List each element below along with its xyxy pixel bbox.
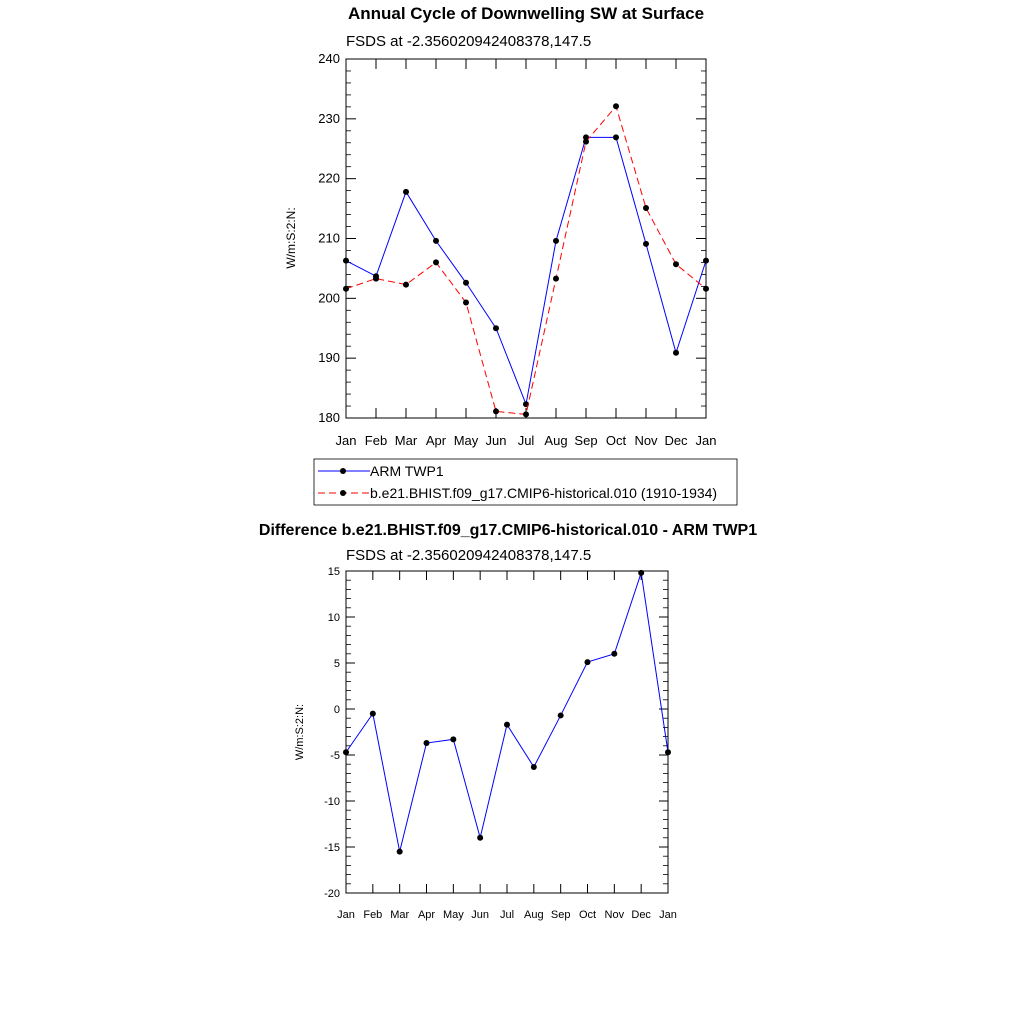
series-line-0 bbox=[346, 573, 668, 852]
x-tick-label: Dec bbox=[631, 909, 651, 921]
data-point bbox=[703, 258, 709, 264]
x-tick-label: Jan bbox=[659, 909, 677, 921]
y-tick-label: -10 bbox=[324, 796, 340, 808]
y-tick-label: -5 bbox=[330, 750, 340, 762]
x-tick-label: Mar bbox=[390, 909, 410, 921]
data-point bbox=[523, 411, 529, 417]
data-point bbox=[477, 835, 483, 841]
x-tick-label: Oct bbox=[605, 433, 627, 448]
data-point bbox=[397, 849, 403, 855]
data-point bbox=[613, 134, 619, 140]
data-point bbox=[638, 570, 644, 576]
legend-label-model: b.e21.BHIST.f09_g17.CMIP6-historical.010 (1910-1934) bbox=[370, 485, 718, 501]
chart1-ylabel: W/m:S:2:N: bbox=[284, 207, 298, 269]
data-point bbox=[673, 261, 679, 267]
y-tick-label: -20 bbox=[324, 888, 340, 900]
y-tick-label: 15 bbox=[327, 566, 340, 578]
x-tick-label: Apr bbox=[425, 433, 447, 448]
x-tick-label: Apr bbox=[417, 909, 436, 921]
chart1-plot-frame bbox=[346, 59, 706, 418]
data-point bbox=[643, 205, 649, 211]
difference-chart bbox=[259, 522, 757, 921]
y-tick-label: 0 bbox=[333, 704, 340, 716]
y-tick-label: 5 bbox=[333, 658, 340, 670]
x-tick-label: Sep bbox=[550, 909, 571, 921]
x-tick-label: Jun bbox=[485, 433, 507, 448]
chart1-y-tick-labels bbox=[318, 51, 340, 425]
x-tick-label: Sep bbox=[574, 433, 598, 448]
chart2-ticks bbox=[346, 571, 668, 893]
legend-marker-model bbox=[340, 490, 346, 496]
chart1-subtitle: FSDS at -2.356020942408378,147.5 bbox=[346, 33, 592, 50]
data-point bbox=[463, 280, 469, 286]
data-point bbox=[403, 189, 409, 195]
chart1-series bbox=[343, 103, 709, 417]
data-point bbox=[450, 736, 456, 742]
y-tick-label: 220 bbox=[318, 170, 340, 186]
data-point bbox=[433, 238, 439, 244]
data-point bbox=[553, 276, 559, 282]
x-tick-label: Feb bbox=[364, 433, 388, 448]
data-point bbox=[403, 282, 409, 288]
data-point bbox=[583, 139, 589, 145]
chart1-ticks bbox=[346, 59, 706, 418]
y-tick-label: 200 bbox=[318, 290, 340, 306]
data-point bbox=[493, 325, 499, 331]
x-tick-label: Jan bbox=[335, 433, 357, 448]
chart1-title: Annual Cycle of Downwelling SW at Surface bbox=[347, 4, 705, 23]
chart2-plot-frame bbox=[346, 571, 668, 893]
legend-label-arm: ARM TWP1 bbox=[370, 463, 444, 479]
data-point bbox=[531, 764, 537, 770]
chart2-y-tick-labels bbox=[324, 566, 340, 900]
x-tick-label: Dec bbox=[664, 433, 688, 448]
data-point bbox=[558, 712, 564, 718]
data-point bbox=[673, 350, 679, 356]
chart2-title: Difference b.e21.BHIST.f09_g17.CMIP6-historical.010 - ARM TWP1 bbox=[258, 522, 758, 539]
chart2-subtitle: FSDS at -2.356020942408378,147.5 bbox=[346, 547, 592, 564]
annual-cycle-chart bbox=[284, 4, 737, 505]
x-tick-label: Jun bbox=[471, 909, 490, 921]
series-line-1 bbox=[346, 106, 706, 414]
legend-marker-arm bbox=[340, 468, 346, 474]
data-point bbox=[424, 740, 430, 746]
data-point bbox=[343, 286, 349, 292]
x-tick-label: Jul bbox=[517, 433, 535, 448]
chart2-series bbox=[343, 570, 671, 855]
x-tick-label: Mar bbox=[394, 433, 418, 448]
x-tick-label: Aug bbox=[544, 433, 568, 448]
series-line-0 bbox=[346, 137, 706, 404]
data-point bbox=[504, 722, 510, 728]
data-point bbox=[665, 749, 671, 755]
data-point bbox=[553, 238, 559, 244]
chart1-legend bbox=[314, 459, 737, 505]
y-tick-label: -15 bbox=[324, 842, 340, 854]
x-tick-label: Feb bbox=[363, 909, 383, 921]
chart2-x-tick-labels bbox=[337, 909, 677, 921]
y-tick-label: 10 bbox=[327, 612, 340, 624]
x-tick-label: Nov bbox=[634, 433, 658, 448]
x-tick-label: Jan bbox=[695, 433, 717, 448]
data-point bbox=[611, 651, 617, 657]
y-tick-label: 190 bbox=[318, 350, 340, 366]
y-tick-label: 210 bbox=[318, 230, 340, 246]
y-tick-label: 180 bbox=[318, 410, 340, 425]
data-point bbox=[613, 103, 619, 109]
data-point bbox=[703, 286, 709, 292]
data-point bbox=[643, 241, 649, 247]
y-tick-label: 230 bbox=[318, 110, 340, 126]
data-point bbox=[373, 276, 379, 282]
x-tick-label: Jul bbox=[499, 909, 515, 921]
x-tick-label: Jan bbox=[337, 909, 355, 921]
chart1-x-tick-labels bbox=[336, 433, 717, 448]
data-point bbox=[343, 258, 349, 264]
data-point bbox=[493, 408, 499, 414]
data-point bbox=[433, 259, 439, 265]
data-point bbox=[370, 711, 376, 717]
x-tick-label: Aug bbox=[524, 909, 544, 921]
x-tick-label: May bbox=[442, 909, 464, 921]
data-point bbox=[585, 659, 591, 665]
x-tick-label: Nov bbox=[604, 909, 625, 921]
data-point bbox=[463, 300, 469, 306]
x-tick-label: May bbox=[453, 433, 479, 448]
data-point bbox=[343, 749, 349, 755]
x-tick-label: Oct bbox=[578, 909, 597, 921]
y-tick-label: 240 bbox=[318, 51, 340, 66]
chart2-ylabel: W/m:S:2:N: bbox=[294, 703, 306, 761]
